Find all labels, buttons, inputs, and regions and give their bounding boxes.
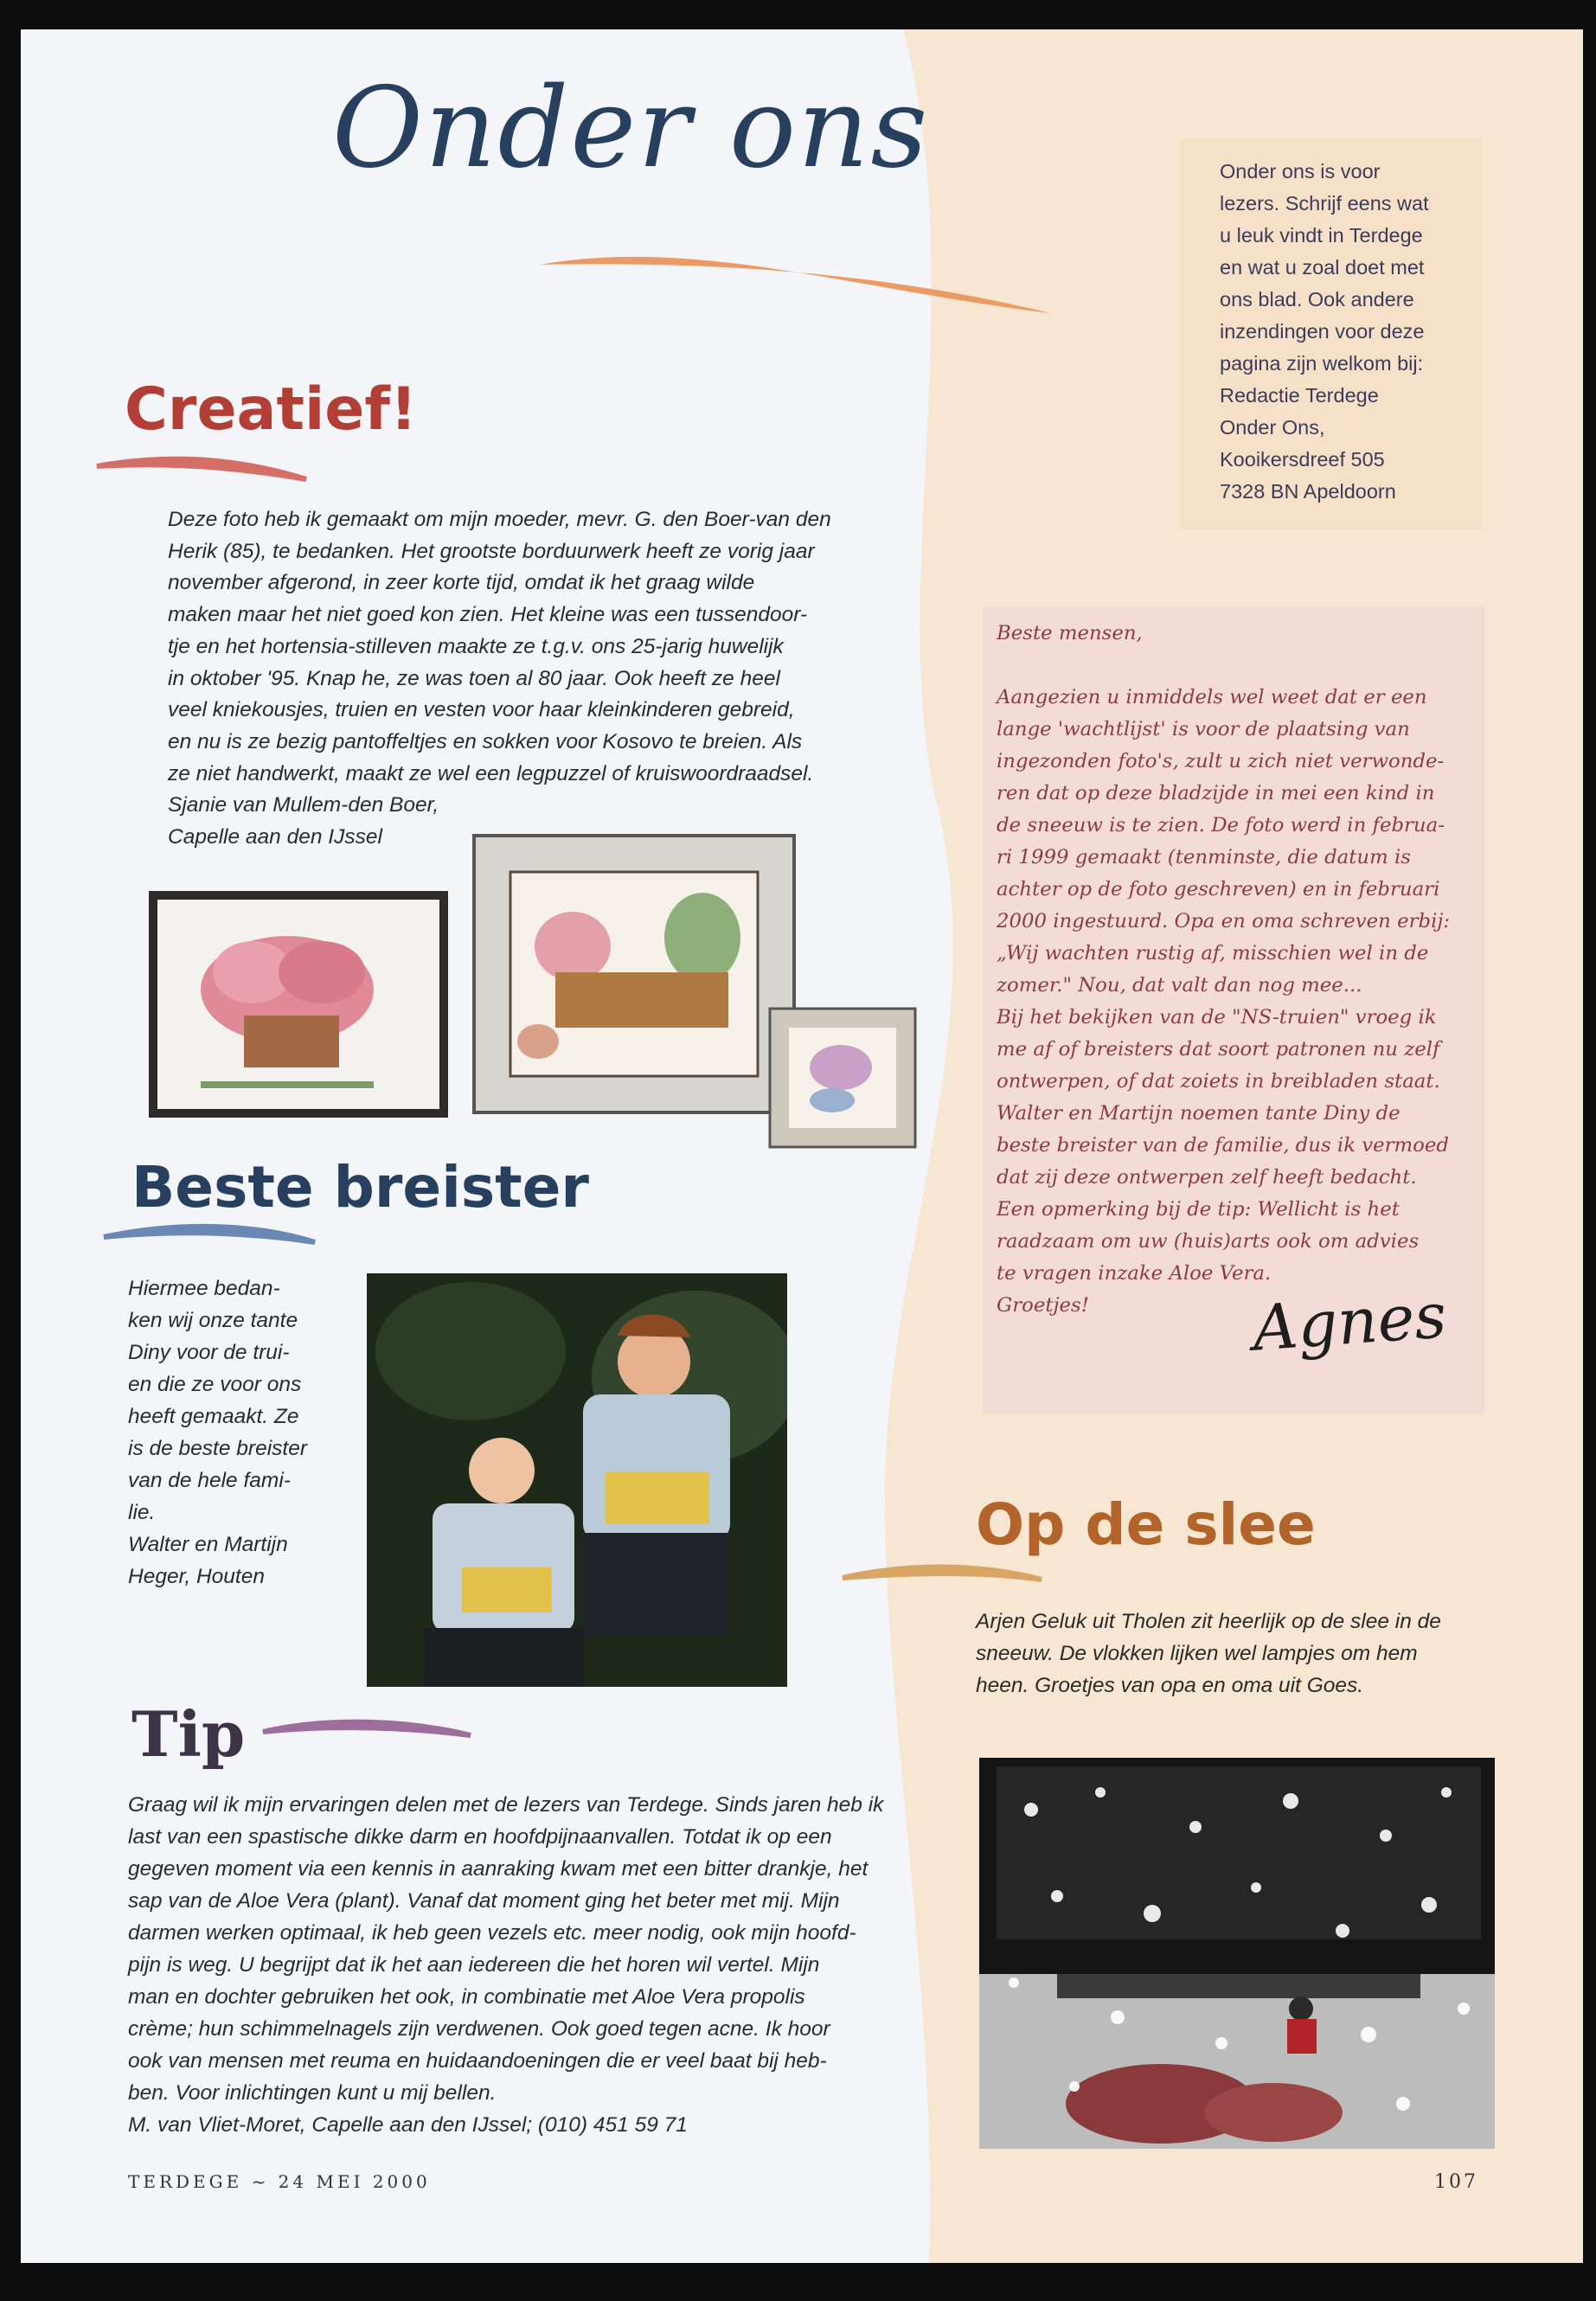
- page-number: 107: [1434, 2171, 1478, 2193]
- children-sweaters-photo: [367, 1273, 787, 1687]
- embroidery-photos: [149, 825, 927, 1154]
- slee-text: Arjen Geluk uit Tholen zit heerlijk op de slee in de sneeuw. De vlokken lijken wel lampjes om hem heen. Groetjes van opa en oma uit Goes.: [976, 1610, 1441, 1697]
- small-flower-embroidery-frame: [770, 1009, 915, 1147]
- tip-text: Graag wil ik mijn ervaringen delen met de lezers van Terdege. Sinds jaren heb ik last van een spastische dikke darm en hoofdpijnaanvallen. Totdat ik op een gegeven moment via een kennis in aanraking kwam met een bitter drankje, het sap van de Aloe Vera (plant). Vanaf dat moment ging het beter met mij. Mijn darmen werken optimaal, ik heb geen vezels etc. meer nodig, ook mijn hoofd- pijn is weg. U begrijpt dat ik het aan iedereen die het horen wil vertel. Mijn man en dochter gebruiken het ook, in combinatie met Aloe Vera propolis crème; hun schimmelnagels zijn verdwenen. Ook goed tegen acne. Ik hoor ook van mensen met reuma en huidaandoeningen die er veel baat bij heb- ben. Voor inlichtingen kunt u mij bellen. M. van Vliet-Moret, Capelle aan den IJssel; (010) 451 59 71: [128, 1793, 884, 2137]
- tip-swash: [263, 1722, 471, 1735]
- hydrangea-embroidery-frame: [149, 891, 448, 1118]
- garden-bench-embroidery-frame: [474, 836, 794, 1112]
- editor-letter-text: Beste mensen, Aangezien u inmiddels wel weet dat er een lange 'wachtlijst' is voor de plaatsing van ingezonden foto's, zult u zich niet verwonde- ren dat op deze bladzijde in mei een kind in de sneeuw is te zien. De foto werd in februa- ri 1999 gemaakt (tenminste, die datum is achter op de foto geschreven) en in februari 2000 ingestuurd. Opa en oma schreven erbij: „Wij wachten rustig af, misschien wel in de zomer." Nou, dat valt dan nog mee... Bij het bekijken van de "NS-truien" vroeg ik me af of breisters dat soort patronen nu zelf ontwerpen, of dat zoiets in breibladen staat. Walter en Martijn noemen tante Diny de beste breister van de familie, dus ik vermoed dat zij deze ontwerpen zelf heeft bedacht. Een opmerking bij de tip: Wellicht is het raadzaam om uw (huis)arts ook om advies te vragen inzake Aloe Vera. Groetjes!: [997, 622, 1451, 1317]
- creatief-swash: [97, 459, 306, 479]
- editor-signature: Agnes: [1250, 1279, 1449, 1365]
- page-title: Onder ons: [332, 64, 930, 193]
- footer-magazine-date: TERDEGE ~ 24 MEI 2000: [128, 2171, 431, 2192]
- breister-text: Hiermee bedan- ken wij onze tante Diny voor de trui- en die ze voor ons heeft gemaakt. Ze is de beste breister van de hele fami- lie. Walter en Martijn Heger, Houten: [128, 1277, 307, 1588]
- breister-swash: [104, 1227, 315, 1242]
- creatief-text: Deze foto heb ik gemaakt om mijn moeder, mevr. G. den Boer-van den Herik (85), te bedanken. Het grootste borduurwerk heeft ze vorig jaar november afgerond, in zeer korte tijd, omdat ik het graag wilde maken maar het niet goed kon zien. Het kleine was een tussendoor- tje en het hortensia-stilleven maakte ze t.g.v. ons 25-jarig huwelijk in oktober '95. Knap he, ze was toen al 80 jaar. Ook heeft ze heel veel kniekousjes, truien en vesten voor haar kleinkinderen gebreid, en nu is ze bezig pantoffeltjes en sokken voor Kosovo te breien. Als ze niet handwerkt, maakt ze wel een legpuzzel of kruiswoordraadsel. Sjanie van Mullem-den Boer, Capelle aan den IJssel: [168, 508, 831, 849]
- creatief-heading: Creatief!: [125, 375, 417, 444]
- magazine-page: [21, 29, 1583, 2263]
- tip-heading: Tip: [131, 1697, 246, 1771]
- slee-heading: Op de slee: [976, 1491, 1316, 1558]
- snow-sled-photo: [979, 1758, 1495, 2149]
- info-box-text: Onder ons is voor lezers. Schrijf eens wat u leuk vindt in Terdege en wat u zoal doet met ons blad. Ook andere inzendingen voor deze pagina zijn welkom bij: Redactie Terdege Onder Ons, Kooikersdreef 505 7328 BN Apeldoorn: [1220, 160, 1429, 503]
- breister-heading: Beste breister: [131, 1154, 589, 1221]
